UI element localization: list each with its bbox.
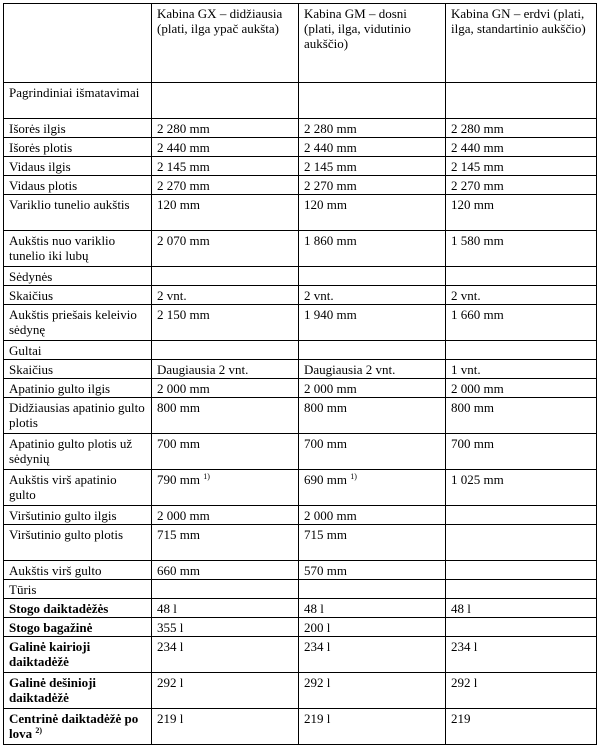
cell-gn <box>446 157 597 176</box>
table-row <box>4 379 597 398</box>
cell-gn <box>446 138 597 157</box>
cell-gm-text: 800 mm <box>304 400 347 415</box>
cell-gx <box>152 470 299 506</box>
cell-gm <box>299 470 446 506</box>
header-empty-cell <box>4 4 152 83</box>
cell-gm <box>299 305 446 341</box>
cell-gx-text: 120 mm <box>157 197 200 212</box>
cell-gn-text: 120 mm <box>451 197 494 212</box>
cell-gn <box>446 360 597 379</box>
row-label <box>4 470 152 506</box>
row-label-text: Apatinio gulto ilgis <box>9 381 111 396</box>
cell-gn-text: 2 440 mm <box>451 140 504 155</box>
row-label-text: Aukštis priešais keleivio sėdynę <box>9 307 137 337</box>
cell-gx <box>152 195 299 231</box>
cell-gx-text: 2 150 mm <box>157 307 210 322</box>
cell-gn-text: 1 580 mm <box>451 233 504 248</box>
cell-gn-text: 1 025 mm <box>451 472 504 487</box>
cell-gx <box>152 305 299 341</box>
row-label <box>4 561 152 580</box>
table-row <box>4 286 597 305</box>
cell-gx-text: 2 070 mm <box>157 233 210 248</box>
table-row <box>4 157 597 176</box>
cell-gn <box>446 673 597 709</box>
table-row <box>4 195 597 231</box>
cell-gn-text: 2 145 mm <box>451 159 504 174</box>
cell-gx <box>152 709 299 745</box>
table-row <box>4 360 597 379</box>
section-label-text: Sėdynės <box>9 269 53 284</box>
cell-gm <box>299 231 446 267</box>
cell-gx-text: 292 l <box>157 675 184 690</box>
table-row <box>4 119 597 138</box>
cell-gm-text: 2 000 mm <box>304 508 357 523</box>
row-label <box>4 637 152 673</box>
cell-gn-text: 700 mm <box>451 436 494 451</box>
cell-gm <box>299 360 446 379</box>
cell-gn-text: 292 l <box>451 675 478 690</box>
cell-gn <box>446 434 597 470</box>
cell-gx <box>152 267 299 286</box>
row-label-text: Galinė kairioji daiktadėžė <box>9 639 91 669</box>
cell-gm <box>299 618 446 637</box>
row-label <box>4 176 152 195</box>
cell-gn <box>446 525 597 561</box>
cell-gm-text: 570 mm <box>304 563 347 578</box>
row-label-text: Apatinio gulto plotis už sėdynių <box>9 436 133 466</box>
cell-gx <box>152 580 299 599</box>
cell-gx <box>152 119 299 138</box>
cell-gm-text: Daugiausia 2 vnt. <box>304 362 396 377</box>
cell-gx-text: Daugiausia 2 vnt. <box>157 362 249 377</box>
row-label-text: Aukštis nuo variklio tunelio iki lubų <box>9 233 116 263</box>
table-row <box>4 561 597 580</box>
cell-gm <box>299 379 446 398</box>
cell-gm <box>299 138 446 157</box>
cell-gm <box>299 341 446 360</box>
cell-gx <box>152 176 299 195</box>
table-row <box>4 231 597 267</box>
cell-gx-text: 2 vnt. <box>157 288 187 303</box>
cell-gx <box>152 157 299 176</box>
cell-gm <box>299 580 446 599</box>
cell-gx <box>152 360 299 379</box>
section-label <box>4 83 152 119</box>
row-label-text: Vidaus ilgis <box>9 159 71 174</box>
cell-gm <box>299 525 446 561</box>
cell-gm-text: 2 145 mm <box>304 159 357 174</box>
cell-gx-text: 2 000 mm <box>157 381 210 396</box>
cell-gm <box>299 195 446 231</box>
cell-gm <box>299 119 446 138</box>
table-row <box>4 618 597 637</box>
cell-gx <box>152 618 299 637</box>
row-label <box>4 673 152 709</box>
cell-gm <box>299 599 446 618</box>
row-label-text: Skaičius <box>9 362 54 377</box>
cell-gm-text: 2 270 mm <box>304 178 357 193</box>
cell-gm-text: 48 l <box>304 601 324 616</box>
cell-gm-text: 200 l <box>304 620 331 635</box>
cell-gm <box>299 673 446 709</box>
footnote-marker: 1) <box>203 472 210 481</box>
cell-gm <box>299 637 446 673</box>
row-label-text: Didžiausias apatinio gulto plotis <box>9 400 145 430</box>
cell-gn-text: 2 270 mm <box>451 178 504 193</box>
cell-gn <box>446 195 597 231</box>
cell-gx <box>152 599 299 618</box>
cell-gm-text: 2 280 mm <box>304 121 357 136</box>
cell-gx <box>152 286 299 305</box>
cell-gm-text: 219 l <box>304 711 331 726</box>
table-row <box>4 599 597 618</box>
cell-gx-text: 790 mm <box>157 472 200 487</box>
cell-gx-text: 2 270 mm <box>157 178 210 193</box>
row-label-text: Stogo bagažinė <box>9 620 93 635</box>
cell-gx-text: 660 mm <box>157 563 200 578</box>
cell-gx <box>152 83 299 119</box>
cell-gx <box>152 561 299 580</box>
row-label-text: Viršutinio gulto ilgis <box>9 508 117 523</box>
cell-gm-text: 120 mm <box>304 197 347 212</box>
row-label <box>4 709 152 745</box>
cell-gm <box>299 83 446 119</box>
section-label-text: Pagrindiniai išmatavimai <box>9 85 140 100</box>
cell-gx-text: 234 l <box>157 639 184 654</box>
cell-gn-text: 219 <box>451 711 471 726</box>
cell-gn <box>446 470 597 506</box>
cell-gm <box>299 267 446 286</box>
table-row <box>4 470 597 506</box>
cell-gn-text: 2 vnt. <box>451 288 481 303</box>
section-label-text: Gultai <box>9 343 42 358</box>
cell-gx-text: 800 mm <box>157 400 200 415</box>
cell-gm-text: 2 000 mm <box>304 381 357 396</box>
cell-gx-text: 2 000 mm <box>157 508 210 523</box>
row-label <box>4 599 152 618</box>
cell-gn <box>446 398 597 434</box>
cell-gx <box>152 341 299 360</box>
table-row <box>4 305 597 341</box>
cell-gm-text: 700 mm <box>304 436 347 451</box>
row-label <box>4 506 152 525</box>
cell-gm-text: 1 940 mm <box>304 307 357 322</box>
cabin-spec-table <box>3 3 597 745</box>
row-label-text: Aukštis virš apatinio gulto <box>9 472 117 502</box>
row-label-text: Variklio tunelio aukštis <box>9 197 130 212</box>
cell-gx-text: 2 440 mm <box>157 140 210 155</box>
cell-gx <box>152 673 299 709</box>
row-label-text: Viršutinio gulto plotis <box>9 527 124 542</box>
footnote-marker: 2) <box>35 726 43 735</box>
cell-gm <box>299 561 446 580</box>
row-label-text: Išorės plotis <box>9 140 73 155</box>
row-label <box>4 138 152 157</box>
table-row <box>4 176 597 195</box>
cell-gx-text: 2 145 mm <box>157 159 210 174</box>
table-row <box>4 673 597 709</box>
cell-gm <box>299 398 446 434</box>
table-row <box>4 138 597 157</box>
row-label <box>4 231 152 267</box>
row-label <box>4 398 152 434</box>
cell-gx <box>152 637 299 673</box>
row-label <box>4 286 152 305</box>
cell-gn-text: 800 mm <box>451 400 494 415</box>
cell-gn <box>446 83 597 119</box>
cell-gm <box>299 176 446 195</box>
cell-gn <box>446 506 597 525</box>
cell-gm-text: 715 mm <box>304 527 347 542</box>
cell-gx <box>152 525 299 561</box>
header-gm: Kabina GM – dosni (plati, ilga, vidutinio aukščio) <box>299 4 446 83</box>
row-label <box>4 195 152 231</box>
table-row <box>4 83 597 119</box>
section-label <box>4 580 152 599</box>
cell-gx <box>152 231 299 267</box>
cell-gn <box>446 580 597 599</box>
cell-gn <box>446 267 597 286</box>
cell-gx <box>152 434 299 470</box>
cell-gm <box>299 157 446 176</box>
cell-gx-text: 700 mm <box>157 436 200 451</box>
cell-gn <box>446 637 597 673</box>
row-label-text: Galinė dešinioji daiktadėžė <box>9 675 97 705</box>
cell-gm-text: 690 mm <box>304 472 347 487</box>
header-row <box>4 4 597 83</box>
row-label-text: Centrinė daiktadėžė po lova <box>9 711 139 741</box>
row-label-text: Išorės ilgis <box>9 121 66 136</box>
section-label-text: Tūris <box>9 582 37 597</box>
cell-gn <box>446 709 597 745</box>
cell-gm <box>299 506 446 525</box>
row-label <box>4 379 152 398</box>
cell-gn <box>446 599 597 618</box>
cell-gx <box>152 138 299 157</box>
cell-gx-text: 2 280 mm <box>157 121 210 136</box>
cell-gn <box>446 618 597 637</box>
cell-gx <box>152 398 299 434</box>
cell-gx-text: 355 l <box>157 620 184 635</box>
row-label <box>4 305 152 341</box>
table-row <box>4 341 597 360</box>
cell-gm-text: 2 vnt. <box>304 288 334 303</box>
cell-gx <box>152 506 299 525</box>
cell-gn-text: 1 660 mm <box>451 307 504 322</box>
cell-gm <box>299 709 446 745</box>
section-label <box>4 341 152 360</box>
footnote-marker: 1) <box>350 472 357 481</box>
table-row <box>4 506 597 525</box>
cell-gn <box>446 379 597 398</box>
cell-gn-text: 2 000 mm <box>451 381 504 396</box>
cell-gn-text: 2 280 mm <box>451 121 504 136</box>
cell-gn <box>446 231 597 267</box>
table-row <box>4 434 597 470</box>
cell-gm-text: 1 860 mm <box>304 233 357 248</box>
row-label <box>4 360 152 379</box>
row-label <box>4 157 152 176</box>
cell-gm <box>299 434 446 470</box>
row-label-text: Stogo daiktadėžės <box>9 601 109 616</box>
cell-gn <box>446 286 597 305</box>
cell-gn <box>446 341 597 360</box>
header-gn: Kabina GN – erdvi (plati, ilga, standartinio aukščio) <box>446 4 597 83</box>
cell-gn <box>446 561 597 580</box>
cell-gx-text: 715 mm <box>157 527 200 542</box>
cell-gn <box>446 119 597 138</box>
table-row <box>4 398 597 434</box>
cell-gm-text: 292 l <box>304 675 331 690</box>
header-gx: Kabina GX – didžiausia (plati, ilga ypač aukšta) <box>152 4 299 83</box>
row-label-text: Aukštis virš gulto <box>9 563 102 578</box>
row-label <box>4 618 152 637</box>
row-label-text: Vidaus plotis <box>9 178 78 193</box>
row-label <box>4 525 152 561</box>
table-row <box>4 267 597 286</box>
cell-gm <box>299 286 446 305</box>
section-label <box>4 267 152 286</box>
cell-gn <box>446 176 597 195</box>
cell-gx <box>152 379 299 398</box>
cell-gm-text: 2 440 mm <box>304 140 357 155</box>
cell-gn-text: 48 l <box>451 601 471 616</box>
cell-gn-text: 1 vnt. <box>451 362 481 377</box>
cell-gx-text: 219 l <box>157 711 184 726</box>
table-row <box>4 709 597 745</box>
cell-gx-text: 48 l <box>157 601 177 616</box>
table-row <box>4 580 597 599</box>
row-label <box>4 119 152 138</box>
cell-gm-text: 234 l <box>304 639 331 654</box>
table-row <box>4 637 597 673</box>
row-label <box>4 434 152 470</box>
cell-gn-text: 234 l <box>451 639 478 654</box>
table-row <box>4 525 597 561</box>
cell-gn <box>446 305 597 341</box>
row-label-text: Skaičius <box>9 288 54 303</box>
